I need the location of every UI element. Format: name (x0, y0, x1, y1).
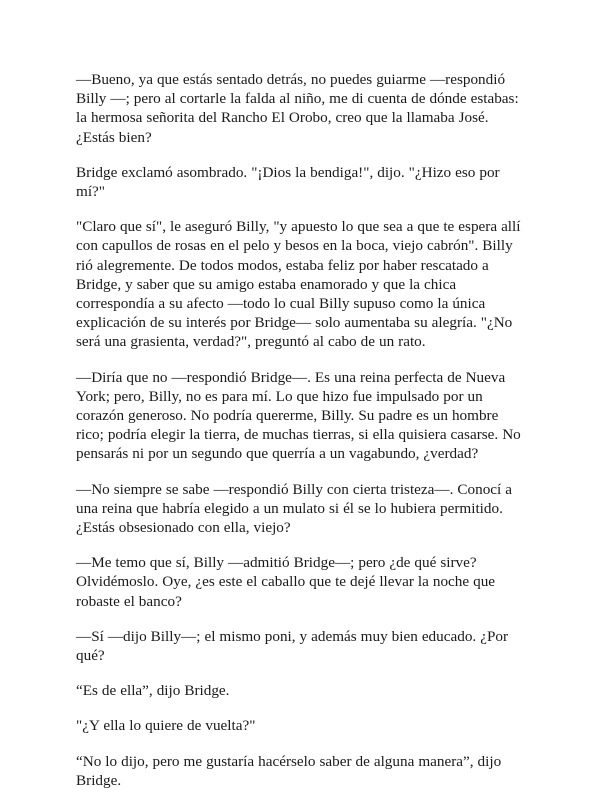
paragraph-5: —No siempre se sabe —respondió Billy con cierta tristeza—. Conocí a una reina que habría elegido a un mulato si él se lo hubiera permitido. ¿Estás obsesionado con ella, viejo? (76, 480, 512, 537)
paragraph-2: Bridge exclamó asombrado. "¡Dios la bendiga!", dijo. "¿Hizo eso por mí?" (76, 163, 500, 201)
paragraph-3: "Claro que sí", le aseguró Billy, "y apuesto lo que sea a que te espera allí con capullos de rosas en el pelo y besos en la boca, viejo cabrón". Billy rió alegremente. De todos modos, estaba feliz por haber rescatado a Bridge, y saber que su amigo estaba enamorado y que la chica correspondía a su afecto —todo lo cual Billy supuso como la única explicación de su interés por Bridge— solo aumentaba su alegría. "¿No será una grasienta, verdad?", preguntó al cabo de un rato. (76, 218, 521, 351)
paragraph-10: “No lo dijo, pero me gustaría hacérselo saber de alguna manera”, dijo Bridge. (76, 752, 502, 789)
paragraph-9: "¿Y ella lo quiere de vuelta?" (76, 717, 256, 735)
paragraph-1: —Bueno, ya que estás sentado detrás, no puedes guiarme —respondió Billy —; pero al cortarle la falda al niño, me di cuenta de dónde estabas: la hermosa señorita del Rancho El Orobo, creo que la llamaba José. ¿Estás bien? (76, 71, 519, 146)
paragraph-8: “Es de ella”, dijo Bridge. (76, 682, 230, 700)
paragraph-6: —Me temo que sí, Billy —admitió Bridge—; pero ¿de qué sirve? Olvidémoslo. Oye, ¿es este el caballo que te dejé llevar la noche que robaste el banco? (76, 554, 496, 610)
paragraph-7: —Sí —dijo Billy—; el mismo poni, y además muy bien educado. ¿Por qué? (76, 627, 509, 665)
paragraph-4: —Diría que no —respondió Bridge—. Es una reina perfecta de Nueva York; pero, Billy, no es para mí. Lo que hizo fue impulsado por un corazón generoso. No podría quererme, Billy. Su padre es un hombre rico; podría elegir la tierra, de muchas tierras, si ella quisiera casarse. No pensarás ni por un segundo que querría a un vagabundo, ¿verdad? (76, 368, 521, 463)
text-column (76, 70, 528, 806)
